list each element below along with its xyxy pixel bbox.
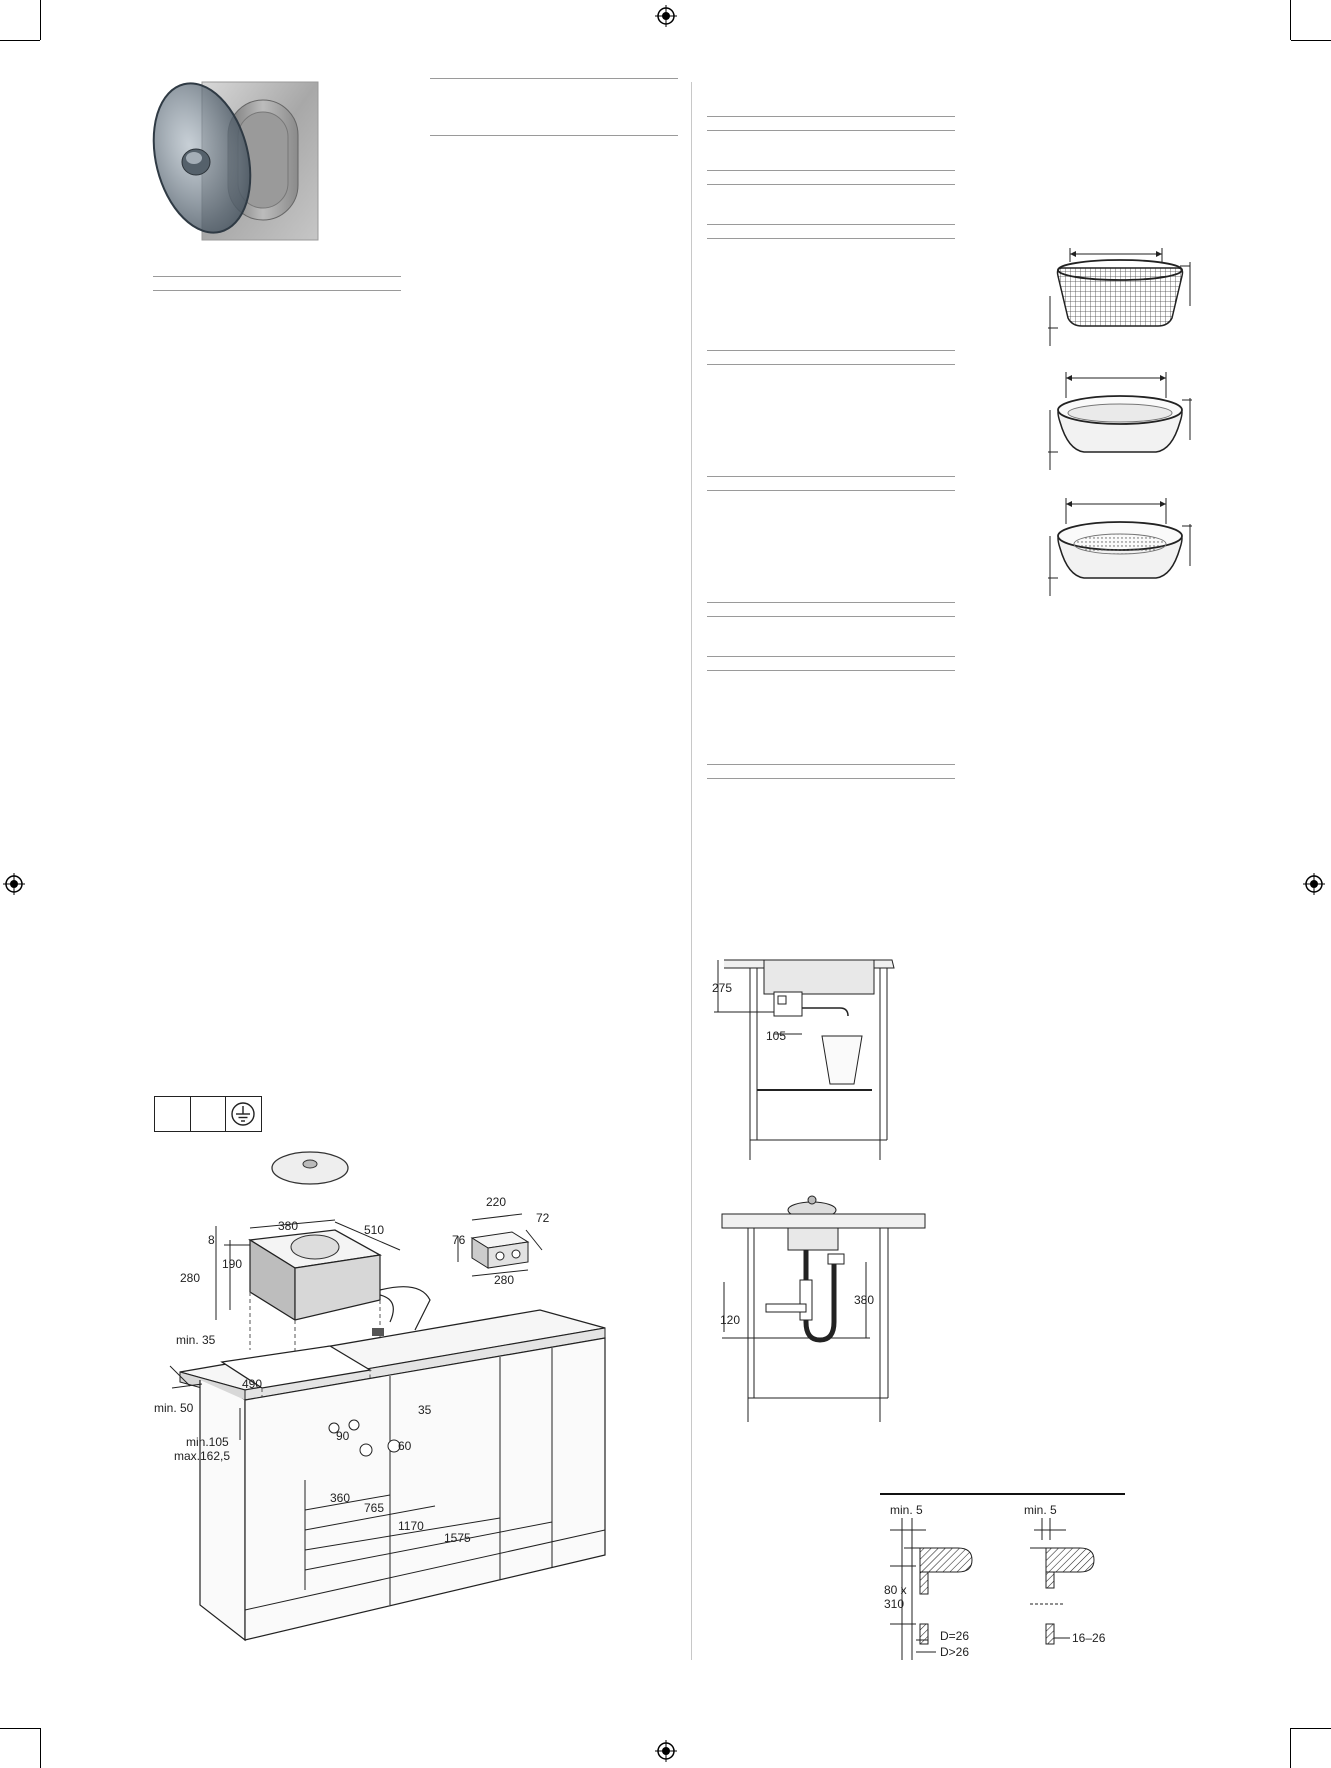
rule xyxy=(153,276,401,277)
rule xyxy=(707,602,955,603)
registration-mark-icon xyxy=(655,1740,677,1762)
solid-pan-illustration xyxy=(1040,370,1200,470)
dim-label: 360 xyxy=(330,1491,351,1505)
dim-label: min. 5 xyxy=(890,1503,923,1517)
dim-label: 16–26 xyxy=(1072,1631,1106,1645)
rule xyxy=(707,224,955,225)
registration-mark-icon xyxy=(1303,873,1325,895)
rule xyxy=(707,778,955,779)
dim-label: 120 xyxy=(720,1313,741,1327)
rule xyxy=(707,184,955,185)
dim-label: 76 xyxy=(452,1233,466,1247)
dim-label: min. 5 xyxy=(1024,1503,1057,1517)
countertop-edge-detail xyxy=(880,1500,1130,1660)
product-photo xyxy=(150,78,320,243)
dim-label: 60 xyxy=(398,1439,412,1453)
dim-label: 80 x xyxy=(884,1583,907,1597)
wire-basket-illustration xyxy=(1040,246,1200,346)
rule xyxy=(707,116,955,117)
dim-label: 72 xyxy=(536,1211,550,1225)
dim-label: 510 xyxy=(364,1223,385,1237)
rule xyxy=(707,238,955,239)
crop-mark xyxy=(1290,0,1291,40)
dim-label: 1170 xyxy=(398,1519,424,1533)
dim-label: min. 50 xyxy=(154,1401,194,1415)
rule xyxy=(707,670,955,671)
rule xyxy=(430,78,678,79)
crop-mark xyxy=(0,1728,40,1729)
dim-label: 90 xyxy=(336,1429,350,1443)
rule xyxy=(707,764,955,765)
drain-diagram-1 xyxy=(712,950,912,1160)
dim-label: 190 xyxy=(222,1257,243,1271)
dim-label: 280 xyxy=(180,1271,201,1285)
dim-label: 765 xyxy=(364,1501,385,1515)
table-cell xyxy=(226,1097,261,1131)
rule xyxy=(707,476,955,477)
registration-mark-icon xyxy=(3,873,25,895)
crop-mark xyxy=(0,40,40,41)
table-cell xyxy=(191,1097,227,1131)
crop-mark xyxy=(1290,1728,1291,1768)
dim-label: 220 xyxy=(486,1195,507,1209)
crop-mark xyxy=(40,0,41,40)
ground-symbol-icon xyxy=(230,1101,256,1127)
registration-mark-icon xyxy=(655,5,677,27)
rule xyxy=(707,490,955,491)
dim-label: D=26 xyxy=(940,1629,970,1643)
rule xyxy=(707,364,955,365)
dim-label: 35 xyxy=(418,1403,432,1417)
rule xyxy=(707,656,955,657)
section-rule xyxy=(880,1493,1125,1495)
dim-label: 1575 xyxy=(444,1531,471,1545)
rule xyxy=(707,130,955,131)
rule xyxy=(430,135,678,136)
electrical-connection-table xyxy=(154,1096,262,1132)
crop-mark xyxy=(1291,1728,1331,1729)
dim-label: min.105 xyxy=(186,1435,229,1449)
rule xyxy=(707,170,955,171)
dim-label: 280 xyxy=(494,1273,515,1287)
column-divider xyxy=(691,82,692,1660)
table-cell xyxy=(155,1097,191,1131)
dim-label: 275 xyxy=(712,981,733,995)
dim-label: 105 xyxy=(766,1029,787,1043)
dim-label: 8 xyxy=(208,1233,215,1247)
perforated-pan-illustration xyxy=(1040,496,1200,596)
dim-label: 490 xyxy=(242,1377,263,1391)
rule xyxy=(153,290,401,291)
dim-label: 380 xyxy=(854,1293,875,1307)
dim-label: 310 xyxy=(884,1597,905,1611)
dim-label: D>26 xyxy=(940,1645,970,1659)
rule xyxy=(707,350,955,351)
drain-diagram-2 xyxy=(720,1192,925,1422)
crop-mark xyxy=(40,1728,41,1768)
crop-mark xyxy=(1291,40,1331,41)
rule xyxy=(707,616,955,617)
dim-label: max.162,5 xyxy=(174,1449,231,1463)
installation-drawing xyxy=(150,1150,620,1655)
dim-label: 380 xyxy=(278,1219,299,1233)
dim-label: min. 35 xyxy=(176,1333,216,1347)
